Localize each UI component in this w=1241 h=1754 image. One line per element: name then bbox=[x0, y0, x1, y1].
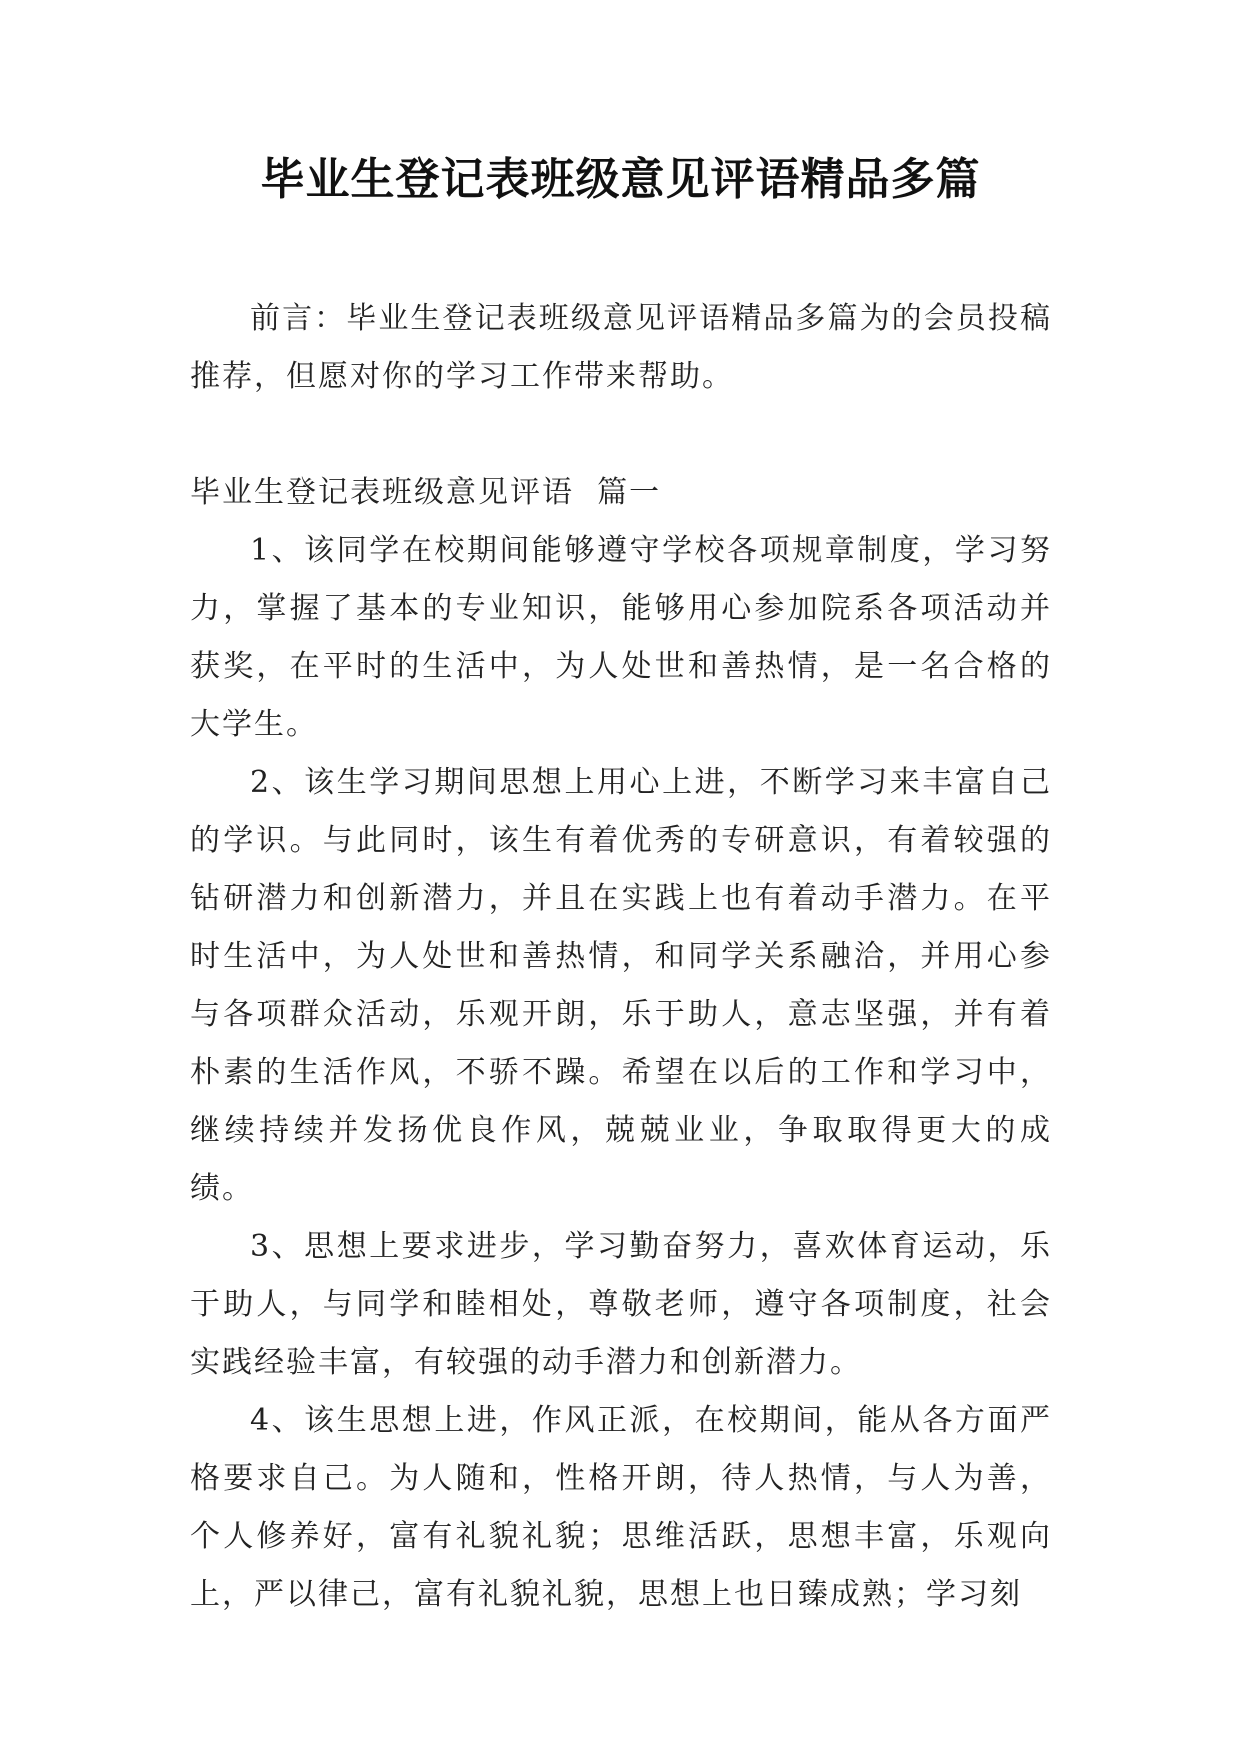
section-heading: 毕业生登记表班级意见评语 篇一 bbox=[190, 475, 662, 510]
preface-paragraph: 前言：毕业生登记表班级意见评语精品多篇为的会员投稿推荐，但愿对你的学习工作带来帮助。 bbox=[190, 301, 1052, 394]
document-title: 毕业生登记表班级意见评语精品多篇 bbox=[260, 154, 981, 205]
comment-paragraph-3: 3、思想上要求进步，学习勤奋努力，喜欢体育运动，乐于助人，与同学和睦相处，尊敬老师，遵守各项制度，社会实践经验丰富，有较强的动手潜力和创新潜力。 bbox=[190, 1229, 1052, 1380]
comment-paragraph-4: 4、该生思想上进，作风正派，在校期间，能从各方面严格要求自己。为人随和，性格开朗，待人热情，与人为善，个人修养好，富有礼貌礼貌；思维活跃，思想丰富，乐观向上，严以律己，富有礼貌礼貌，思想上也日臻成熟；学习刻 bbox=[190, 1403, 1052, 1612]
comment-paragraph-2: 2、该生学习期间思想上用心上进，不断学习来丰富自己的学识。与此同时，该生有着优秀的专研意识，有着较强的钻研潜力和创新潜力，并且在实践上也有着动手潜力。在平时生活中，为人处世和善热情，和同学关系融洽，并用心参与各项群众活动，乐观开朗，乐于助人，意志坚强，并有着朴素的生活作风，不骄不躁。希望在以后的工作和学习中，继续持续并发扬优良作风，兢兢业业，争取取得更大的成绩。 bbox=[190, 765, 1052, 1206]
document-body bbox=[190, 290, 1052, 1624]
comment-paragraph-1: 1、该同学在校期间能够遵守学校各项规章制度，学习努力，掌握了基本的专业知识，能够用心参加院系各项活动并获奖，在平时的生活中，为人处世和善热情，是一名合格的大学生。 bbox=[190, 533, 1052, 742]
